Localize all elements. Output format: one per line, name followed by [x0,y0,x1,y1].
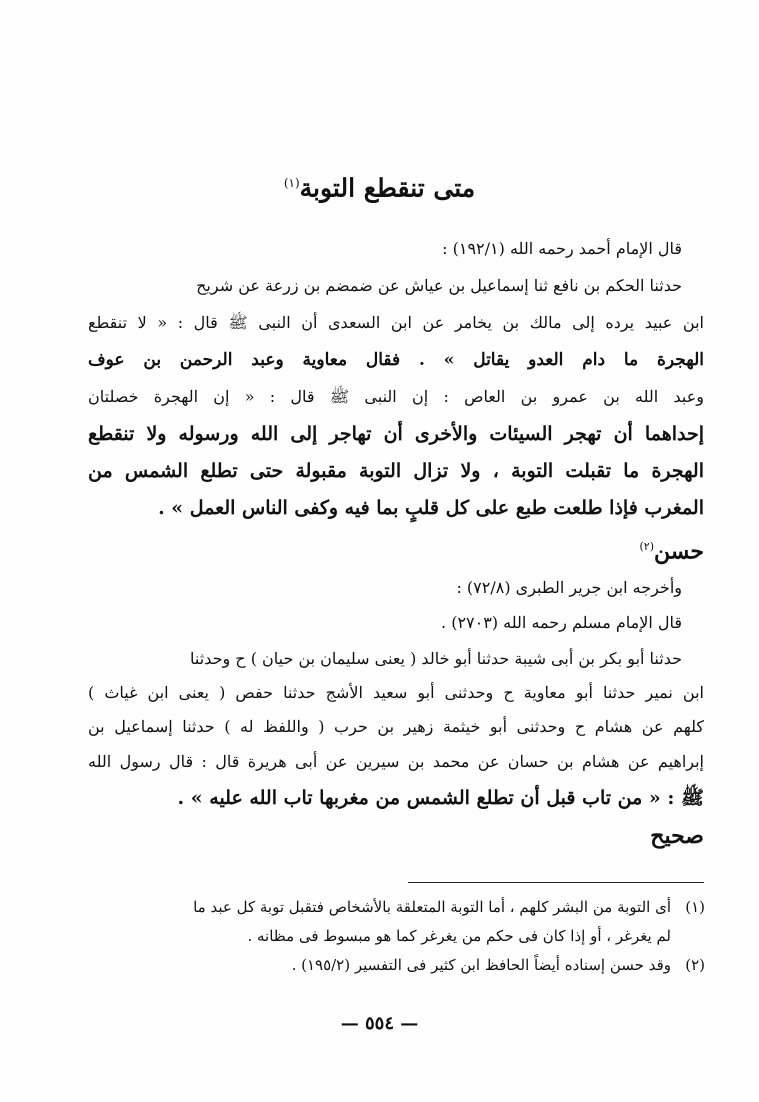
page-title [0,163,759,208]
section-2-line: إبراهيم عن هشام بن حسان عن محمد بن سيرين عن أبى هريرة قال : قال رسول الله [88,752,704,771]
grade-footnote-marker: (٢) [639,540,655,553]
grade-text: حسن [654,538,704,565]
section-1-intro: قال الإمام أحمد رحمه الله (١٩٢/١) : [442,239,682,258]
title-text: متى تنقطع التوبة [299,173,476,203]
section-1-line: المغرب فإذا طلعت طبع على كل قلبٍ بما فيه وكفى الناس العمل » . [158,497,704,519]
section-2-line: حدثنا أبو بكر بن أبى شيبة حدثنا أبو خالد ( يعنى سليمان بن حيان ) ح وحدثنا [190,649,682,668]
footnote-number: (٢) [685,956,705,974]
section-1-line: إحداهما أن تهجر السيئات والأخرى أن تهاجر إلى الله ورسوله ولا تنقطع [88,423,704,445]
section-1-line: ابن عبيد يرده إلى مالك بن يخامر عن ابن السعدى أن النبى ﷺ قال : « لا تنقطع [88,313,704,332]
section-1-line: الهجرة ما تقبلت التوبة ، ولا تزال التوبة مقبولة حتى تطلع الشمس من [88,460,704,482]
grade-label [88,527,704,567]
section-2-intro: وأخرجه ابن جرير الطبرى (٧٢/٨) : [456,578,682,597]
footnote-text: وقد حسن إسناده أيضاً الحافظ ابن كثير فى التفسير (١٩٥/٢) . [291,956,671,974]
section-1-line: الهجرة ما دام العدو يقاتل » . فقال معاوية وعبد الرحمن بن عوف [88,350,704,370]
footnote-divider [408,882,704,883]
section-1-line: وعبد الله بن عمرو بن العاص : إن النبى ﷺ قال : « إن الهجرة خصلتان [88,387,704,406]
section-2 [88,572,704,856]
section-2-line: كلهم عن هشام ح وحدثنى أبو خيثمة زهير بن حرب ( واللفظ له ) حدثنا إسماعيل بن [88,717,704,736]
section-1 [88,231,704,567]
footnote-number: (١) [685,898,705,916]
grade-label: صحيح [650,823,704,849]
section-2-intro: قال الإمام مسلم رحمه الله (٢٧٠٣) . [441,613,682,632]
section-2-line: ﷺ : « من تاب قبل أن تطلع الشمس من مغربها تاب الله عليه » . [177,787,704,809]
footnotes [95,893,705,980]
footnote-1 [95,893,705,922]
title-footnote-marker: (١) [283,176,300,190]
section-2-line: ابن نمير حدثنا أبو معاوية ح وحدثنى أبو سعيد الأشج حدثنا حفص ( يعنى ابن غياث ) [88,683,704,702]
footnote-text: أى التوبة من البشر كلهم ، أما التوبة المتعلقة بالأشخاص فتقبل توبة كل عبد ما [193,898,671,916]
section-1-line: حدثنا الحكم بن نافع ثنا إسماعيل بن عياش عن ضمضم بن زرعة عن شريح [196,276,682,295]
footnote-2 [95,951,705,980]
footnote-1-continuation: لم يغرغر ، أو إذا كان فى حكم من يغرغر كما هو مبسوط فى مظانه . [247,927,671,945]
page-number: — ٥٥٤ — [340,1013,419,1034]
